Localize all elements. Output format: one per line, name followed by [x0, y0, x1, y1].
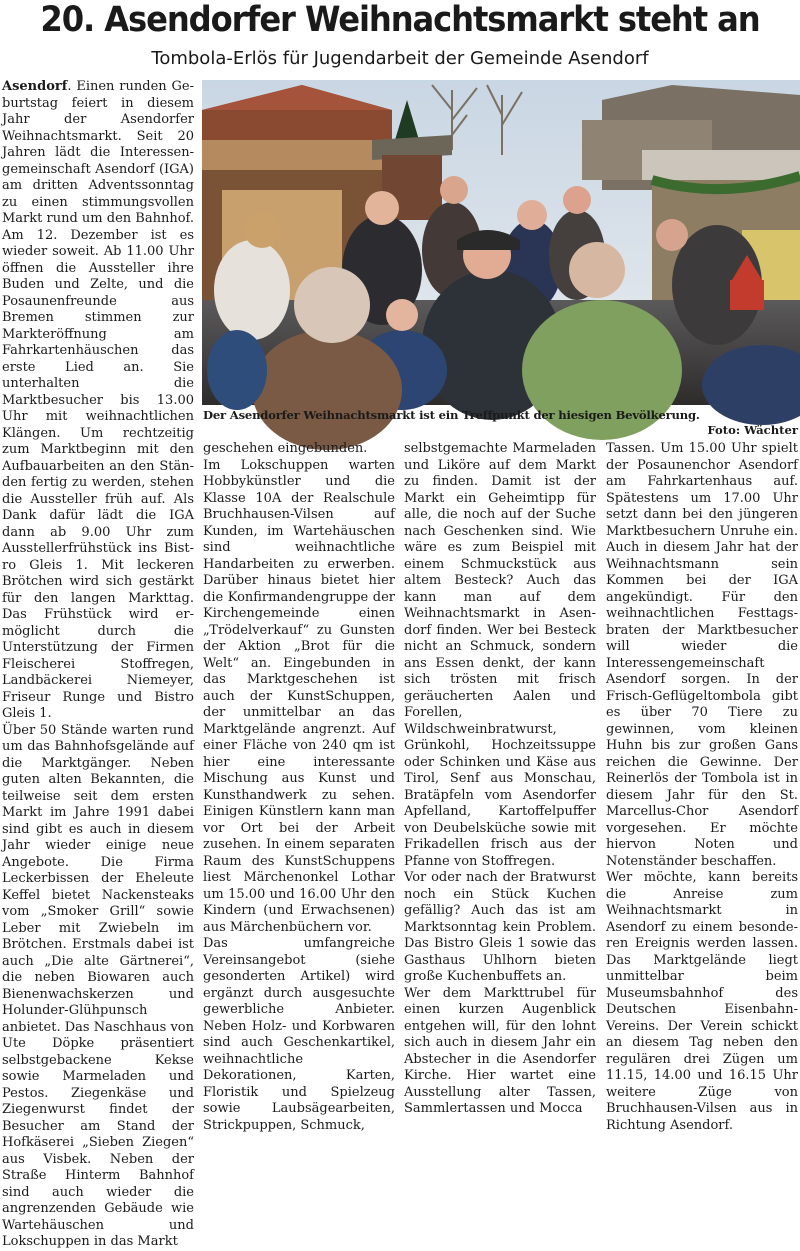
market-photo — [202, 80, 800, 405]
paragraph: Wer möchte, kann bereits die Anreise zum Weihnachtsmarkt in Asendorf zu einem besonderen Ereignis werden lassen. Das Marktgelände liegt unmittelbar beim Museumsbahnhof des Deutschen Eisenbahn-Vereins. Der Verein schickt an diesem Tag neben den regulären drei Zügen um 11.15, 14.00 und 16.15 Uhr weitere Züge von Bruchhausen-Vilsen aus in Richtung Asendorf. — [606, 870, 798, 1133]
dateline: Asendorf — [2, 79, 68, 94]
paragraph: Über 50 Stände warten rund um das Bahnhofsgelände auf die Marktgänger. Neben guten alten Bekannten, die teilweise seit dem ersten Markt im Jahre 1991 dabei sind gibt es auch in diesem Jahr wieder einige neue Angebote. Die Firma Leckerbissen der Eheleute Keffel bietet Nackensteaks vom „Smoker Grill“ sowie Leber mit Zwiebeln im Brötchen. Erstmals dabei ist auch „Die alte Gärtnerei“, die neben Biowaren auch Bienenwachskerzen und Holunder-Glühpunsch anbietet. Das Naschhaus von Ute Döpke präsentiert selbstgebackene Kekse sowie Marmeladen und Pestos. Ziegenkäse und Ziegenwurst findet der Besucher am Stand der Hofkäserei „Sieben Ziegen“ aus Visbek. Neben der Straße Hinterm Bahnhof sind auch wieder die angrenzenden Gebäude wie Wartehäuschen und Lokschuppen in das Markt — [2, 722, 194, 1249]
photo-credit: Foto: Wächter — [707, 423, 798, 437]
article-column-3 — [404, 441, 596, 1116]
photo-caption: Der Asendorfer Weihnachtsmarkt ist ein Treffpunkt der hiesigen Bevölkerung. — [203, 408, 700, 422]
article-column-4 — [606, 441, 798, 1133]
paragraph: Tassen. Um 15.00 Uhr spielt der Posaunenchor Asendorf am Fahrkartenhaus auf. Spätestens um 17.00 Uhr setzt dann bei den jüngeren Marktbesuchern Unruhe ein. Auch in diesem Jahr hat der Weihnachtsmann sein Kommen bei der IGA angekündigt. Für den weihnachtlichen Festtagsbraten der Marktbesucher will wieder die Interessengemeinschaft Asendorf sorgen. In der Frisch-Geflügeltombola gibt es über 70 Tiere zu gewinnen, vom kleinen Huhn bis zur großen Gans reichen die Gewinne. Der Reinerlös der Tombola ist in diesem Jahr für den St. Marcellus-Chor Asendorf vorgesehen. Er möchte hiervon Noten und Notenständer beschaffen. — [606, 441, 798, 869]
paragraph: geschehen eingebunden. — [203, 441, 368, 456]
paragraph: Das umfangreiche Vereinsangebot (siehe gesonderten Artikel) wird ergänzt durch ausgesuchte gewerbliche Anbieter. Neben Holz- und Korbwaren sind auch Geschenkartikel, weihnachtliche Dekorationen, Karten, Floristik und Spielzeug sowie Laubsägearbeiten, Strickpuppen, Schmuck, — [203, 936, 395, 1133]
article-column-2 — [203, 441, 395, 1133]
paragraph — [2, 79, 194, 228]
paragraph: selbstgemachte Marmeladen und Liköre auf dem Markt zu finden. Damit ist der Markt ein Geheimtipp für alle, die noch auf der Suche nach Geschenken sind. Wie wäre es zum Beispiel mit einem Schmuckstück aus altem Besteck? Auch das kann man auf dem Weihnachtsmarkt in Asendorf finden. Wer bei Besteck nicht an Schmuck, sondern ans Essen denkt, der kann sich trösten mit frisch geräucherten Aalen und Forellen, Wildschweinbratwurst, Grünkohl, Hochzeitssuppe oder Schinken und Käse aus Tirol, Senf aus Monschau, Bratäpfeln vom Asendorfer Apfelland, Kartoffelpuffer von Deubelsküche sowie mit Frikadellen frisch aus der Pfanne von Stoffregen. — [404, 441, 596, 869]
paragraph: Am 12. Dezember ist es wieder soweit. Ab 11.00 Uhr öffnen die Aussteller ihre Buden und Zelte, und die Posaunenfreunde aus Bremen stimmen zur Markteröffnung am Fahrkartenhäuschen das erste Lied an. Sie unterhalten die Marktbesucher bis 13.00 Uhr mit weihnachtlichen Klängen. Um rechtzeitig zum Marktbeginn mit den Aufbauarbeiten an den Ständen fertig zu werden, stehen die Aussteller früh auf. Als Dank dafür lädt die IGA dann ab 9.00 Uhr zum Ausstellerfrühstück ins Bistro Gleis 1. Mit leckeren Brötchen wird sich gestärkt für den langen Markttag. Das Frühstück wird ermöglicht durch die Unterstützung der Firmen Fleischerei Stoffregen, Landbäckerei Niemeyer, Friseur Runge und Bistro Gleis 1. — [2, 227, 194, 721]
paragraph: Vor oder nach der Bratwurst noch ein Stück Kuchen gefällig? Auch das ist am Marktsonntag kein Problem. Das Bistro Gleis 1 sowie das Gasthaus Uhlhorn bieten große Kuchenbuffets an. — [404, 870, 596, 984]
article-column-1 — [2, 79, 195, 1249]
headline: 20. Asendorfer Weihnachtsmarkt steht an — [40, 0, 760, 40]
paragraph: Wer dem Markttrubel für einen kurzen Augenblick entgehen will, für den lohnt sich auch in diesem Jahr ein Abstecher in die Asendorfer Kirche. Hier wartet eine Ausstellung alter Tassen, Sammlertassen und Mocca — [404, 985, 596, 1116]
subheadline: Tombola-Erlös für Jugendarbeit der Gemeinde Asendorf — [151, 48, 649, 69]
market-photo-illustration — [202, 80, 800, 405]
paragraph-text: . Einen runden Geburtstag feiert in diesem Jahr der Asendorfer Weihnachtsmarkt. Seit 20 Jahren lädt die Interessengemeinschaft Asendorf (IGA) am dritten Adventssonntag zu einen stimmungsvollen Markt rund um den Bahnhof. — [2, 79, 195, 226]
paragraph: Im Lokschuppen warten Hobbykünstler und die Klasse 10A der Realschule Bruchhausen-Vilsen auf Kunden, im Wartehäuschen sind weihnachtliche Handarbeiten zu erwerben. Darüber hinaus bietet hier die Konfirmandengruppe der Kirchengemeinde einen „Trödelverkauf“ zu Gunsten der Aktion „Brot für die Welt“ an. Eingebunden in das Marktgeschehen ist auch der KunstSchuppen, der unmittelbar an das Marktgelände angrenzt. Auf einer Fläche von 240 qm ist hier eine interessante Mischung aus Kunst und Kunsthandwerk zu sehen. Einigen Künstlern kann man vor Ort bei der Arbeit zusehen. In einem separaten Raum des KunstSchuppens liest Märchenonkel Lothar um 15.00 und 16.00 Uhr den Kindern (und Erwachsenen) aus Märchenbüchern vor. — [203, 457, 395, 935]
